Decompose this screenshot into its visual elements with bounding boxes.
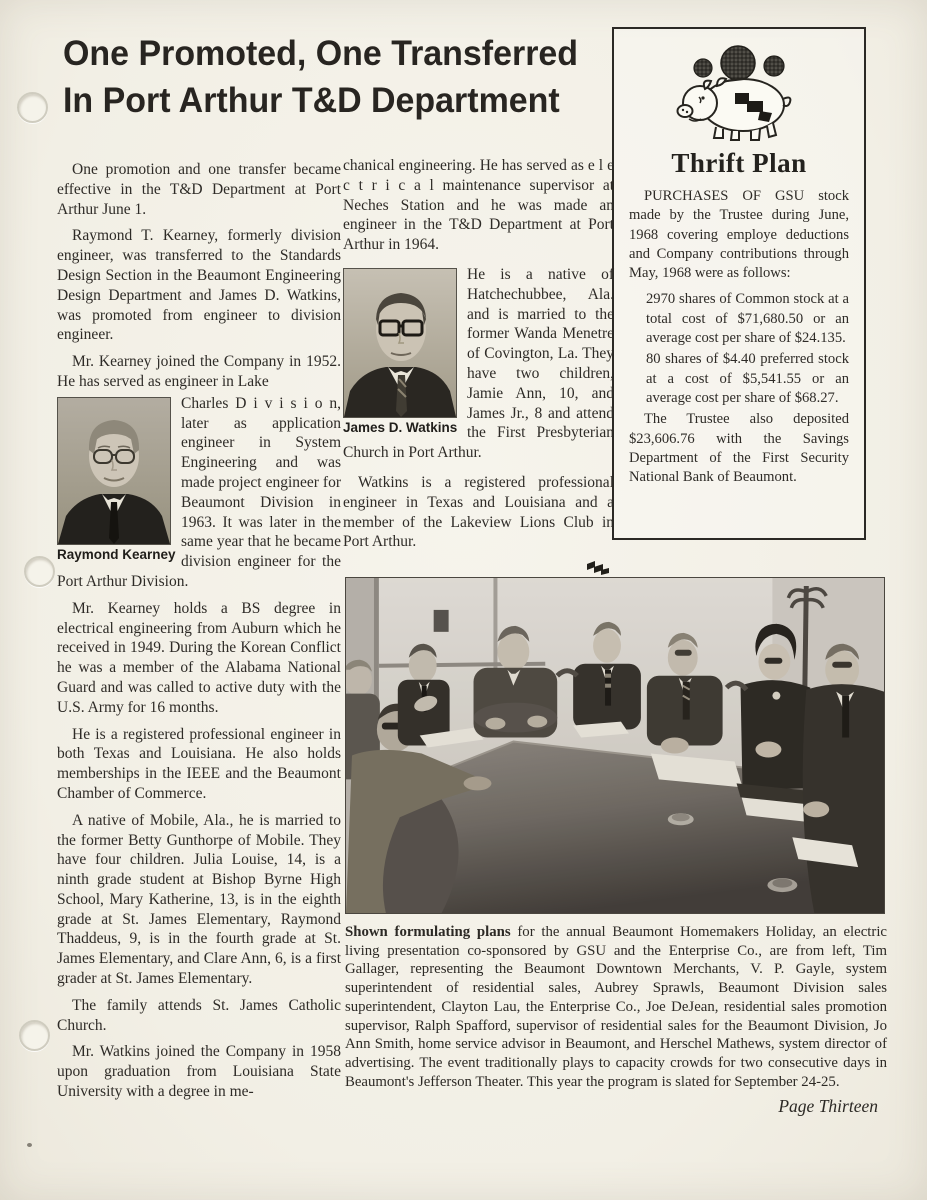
- james-watkins-photo: [343, 268, 457, 418]
- paragraph: A native of Mobile, Ala., he is married to the former Betty Gunthorpe of Mobile. They have four children. Julia Louise, 14, is a ninth grade student at Bishop Byrne High School, Mary Katherine, 13, is in the eighth grade at St. James Elementary, Raymond Thaddeus, 9, is in the fourth grade at St. James Elementary, and Clare Ann, 6, is a first grader at St. James Elementary.: [57, 811, 341, 988]
- paragraph: Watkins is a registered professional engineer in Texas and Louisiana and a member of the Lakeview Lions Club in Port Arthur.: [343, 473, 614, 551]
- paragraph: He is a registered professional engineer in both Texas and Louisiana. He also holds memberships in the IEEE and the Beaumont Chamber of Commerce.: [57, 725, 341, 802]
- punch-hole-top: [17, 92, 48, 123]
- paragraph: One promotion and one transfer became effective in the T&D Department at Port Arthur June 1.: [57, 161, 341, 218]
- paragraph-with-photo: [343, 265, 614, 463]
- thrift-plan-body: [629, 187, 849, 487]
- paragraph-with-photo: [57, 394, 341, 592]
- thrift-paragraph: PURCHASES OF GSU stock made by the Trustee during June, 1968 covering employe deductions and Company contributions through May, 1968 were as follows:: [629, 188, 849, 282]
- thrift-plan-title: Thrift Plan: [671, 148, 807, 178]
- article-column-left: [57, 160, 341, 1109]
- paragraph: Raymond T. Kearney, formerly division engineer, was transferred to the Standards Design Section in the Beaumont Engineering Design Department and James D. Watkins, was promoted from engineer to division engineer.: [57, 227, 341, 344]
- paragraph: The family attends St. James Catholic Church.: [57, 996, 341, 1034]
- page-title: [63, 30, 606, 124]
- watkins-photo-caption: James D. Watkins: [343, 419, 458, 435]
- paragraph-text: Charles D i v i s i o n, later as application engineer in System Engineering and was made project engineer for Beaumont Division in 1963. It was later in the same year that he became division engineer for the Port Arthur Division.: [57, 394, 341, 590]
- conference-photo: [345, 577, 885, 914]
- caption-text: for the annual Beaumont Homemakers Holiday, an electric living presentation co-sponsored by GSU and the Enterprise Co., are from left, Tim Gallager, representing the Beaumont Downtown Merchants, V. P. Gayle, system superintendent of residential sales, Aubrey Sprawls, Beaumont Division sales superintendent, Clayton Lau, the Enterprise Co., Joe DeJean, residential sales promotion supervisor, Ralph Spafford, supervisor of residential sales for the Beaumont Division, Jo Ann Smith, home service advisor in Beaumont, and Herschel Mathews, system director of advertising. The event traditionally plays to capacity crowds for two consecutive days in Beaumont's Jefferson Theater. This year the program is slated for September 24-25.: [345, 924, 887, 1090]
- kearney-photo-caption: Raymond Kearney: [57, 546, 176, 562]
- punch-hole-bottom: [19, 1020, 50, 1051]
- thrift-plan-box: [612, 27, 866, 540]
- raymond-kearney-photo: [57, 397, 171, 545]
- watkins-photo-figure: [343, 268, 458, 438]
- paragraph: Mr. Kearney holds a BS degree in electrical engineering from Auburn which he received in 1949. During the Korean Conflict he was a member of the Alabama National Guard and was called to active duty with the U.S. Army for 16 months.: [57, 599, 341, 716]
- page-title-line1: One Promoted, One Transferred: [63, 34, 579, 73]
- piggy-bank-illustration: [629, 39, 849, 146]
- end-of-article-logo-icon: [586, 559, 610, 575]
- caption-lead: Shown formulating plans: [345, 924, 511, 940]
- thrift-item-common-stock: 2970 shares of Common stock at a total cost of $71,680.50 or an average cost per share of $24.135.: [646, 291, 849, 347]
- paragraph: chanical engineering. He has served as e l e c t r i c a l maintenance supervisor at Neches Station and he was made an engineer in the T&D Department at Port Arthur in 1964.: [343, 157, 614, 254]
- paragraph: Mr. Kearney joined the Company in 1952. He has served as engineer in Lake: [57, 353, 341, 390]
- thrift-paragraph: The Trustee also deposited $23,606.76 with the Savings Department of the First Security National Bank of Beaumont.: [629, 411, 849, 486]
- paragraph: Mr. Watkins joined the Company in 1958 upon graduation from Louisiana State University with a degree in me-: [57, 1043, 341, 1101]
- conference-photo-caption: [345, 923, 887, 1091]
- paragraph-text: He is a native of Hatchechubbee, Ala. and is married to the former Wanda Menetre of Covington, La. They have two children, Jamie Ann, 10, and James Jr., 8 and attend the First Presbyterian Church in Port Arthur.: [343, 265, 614, 462]
- thrift-item-preferred-stock: 80 shares of $4.40 preferred stock at a cost of $5,541.55 or an average cost per share of $68.27.: [646, 351, 849, 406]
- page-title-line2: In Port Arthur T&D Department: [63, 81, 560, 120]
- conference-photo-image: [346, 578, 884, 913]
- punch-hole-middle: [24, 556, 55, 587]
- piggy-bank-icon: [659, 39, 819, 141]
- page-number: Page Thirteen: [778, 1096, 878, 1116]
- kearney-photo-figure: [57, 397, 176, 565]
- ink-speck: [27, 1143, 32, 1147]
- article-column-middle: [343, 156, 614, 575]
